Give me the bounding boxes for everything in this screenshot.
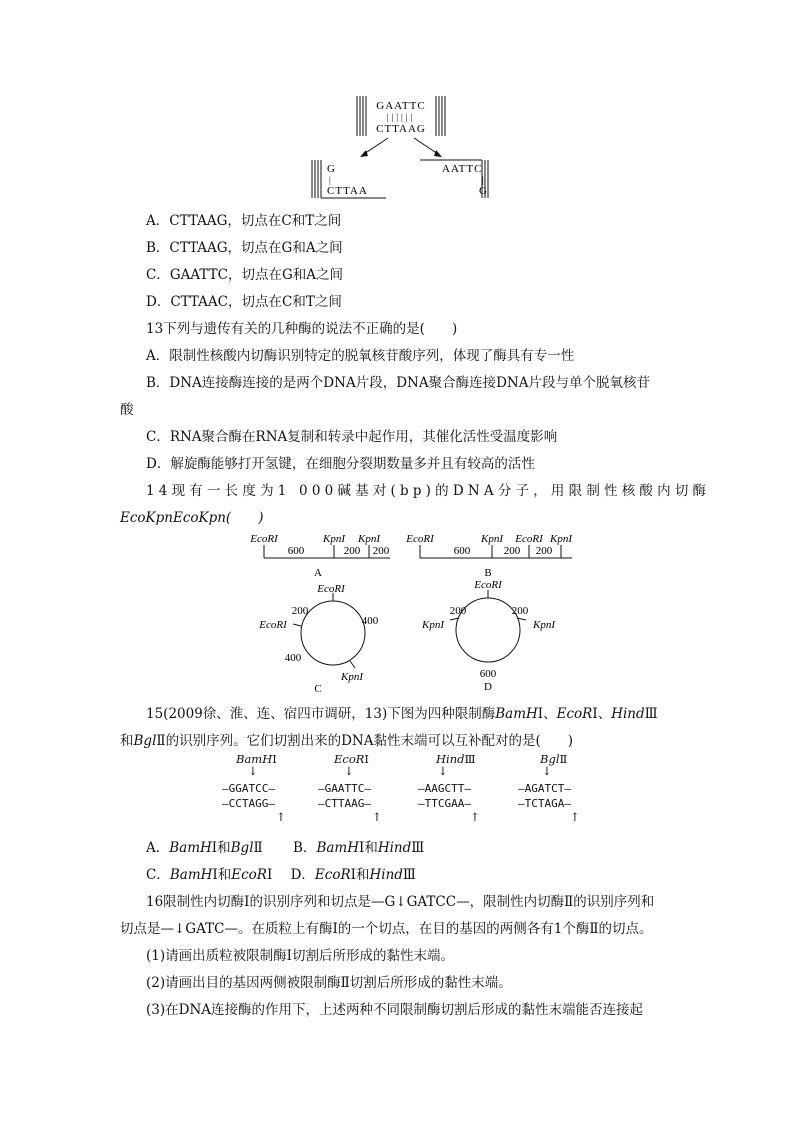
- q15-opt-d-e1: EcoR: [314, 867, 351, 883]
- base-pair-ticks: ||||||: [386, 112, 416, 122]
- q13-option-b-cont: 酸: [120, 402, 134, 418]
- q15-opt-c-r2: Ⅰ: [266, 867, 273, 883]
- enzyme-bamhi-top: —GGATCC—: [222, 782, 275, 795]
- q15-roman-1: Ⅰ: [537, 706, 544, 722]
- map-a-kpni-1: KpnI: [323, 533, 345, 545]
- q15-stem: [146, 702, 658, 722]
- map-a: [249, 533, 390, 579]
- map-c-ecori-top: EcoRI: [317, 583, 345, 595]
- right-fragment: [418, 160, 490, 198]
- map-d-caption: D: [484, 681, 492, 693]
- q15-opt-b-r1: Ⅰ和: [358, 840, 378, 856]
- q15-enzyme-2: EcoR: [556, 706, 593, 722]
- q15-sep-2: 、: [597, 706, 612, 722]
- q16-sub-2: (2)请画出目的基因两侧被限制酶Ⅱ切割后所形成的黏性末端。: [146, 975, 512, 991]
- top-strand-seq: GAATTC: [376, 100, 426, 112]
- up-arrow-icon: ↑: [276, 810, 286, 824]
- q15-opt-d-label: D．: [290, 867, 315, 883]
- q15-opt-b-label: B．: [293, 840, 317, 856]
- q15-opt-c-e2: EcoR: [231, 867, 267, 883]
- right-tick: |: [482, 175, 484, 185]
- q15-opt-b-r2: Ⅲ: [411, 840, 425, 856]
- map-a-600: 600: [287, 545, 305, 557]
- q16-stem-cont: 切点是—↓GATC—。在质粒上有酶Ⅰ的一个切点，在目的基因的两侧各有1个酶Ⅱ的切点。: [120, 921, 653, 937]
- q12-option-d: D．CTTAAC，切点在C和T之间: [146, 294, 342, 310]
- enzyme-ecori-bottom: —CTTAAG—: [318, 797, 371, 810]
- map-c-kpni: KpnI: [341, 671, 363, 683]
- map-b-200a: 200: [503, 545, 521, 557]
- map-a-caption: A: [314, 567, 322, 579]
- q15-options-ab: [146, 836, 424, 856]
- map-c-ecori-left: EcoRI: [259, 619, 287, 631]
- map-b: [405, 533, 573, 579]
- enzyme-bamhi-name: BamH: [236, 752, 273, 766]
- q15-opt-c-label: C．: [146, 867, 170, 883]
- right-bottom-base: G: [479, 185, 487, 197]
- q12-option-b: B．CTTAAG，切点在G和A之间: [146, 240, 343, 256]
- q15-opt-b-e2: Hind: [377, 840, 412, 856]
- q15-roman-3: Ⅲ: [644, 706, 658, 722]
- q15-opt-a-e1: BamH: [169, 840, 212, 856]
- map-d-600: 600: [479, 668, 497, 680]
- enzyme-hindiii-bottom: —TTCGAA—: [418, 797, 471, 810]
- q15-enzyme-4: Bgl: [133, 733, 157, 749]
- map-b-kpni-2: KpnI: [550, 533, 572, 545]
- q15-enzyme-1: BamH: [495, 706, 538, 722]
- map-d: [421, 579, 556, 693]
- q15-roman-2: Ⅰ: [592, 706, 598, 722]
- map-c: [258, 583, 378, 695]
- q15-opt-d-e2: Hind: [369, 867, 403, 883]
- q15-stem-rest: 的识别序列。它们切割出来的DNA黏性末端可以互补配对的是( ): [165, 733, 573, 749]
- q15-opt-a: [146, 840, 263, 856]
- map-a-200a: 200: [343, 545, 361, 557]
- q14-stem: 14现有一长度为1 000碱基对(bp)的DNA分子，用限制性核酸内切酶: [146, 483, 711, 499]
- down-arrow-icon: ↓: [542, 764, 552, 778]
- q15-opt-a-r2: Ⅱ: [253, 840, 263, 856]
- q15-opt-b: [293, 840, 424, 856]
- left-bottom-seq: CTTAA: [327, 185, 368, 197]
- enzyme-sequences-figure: [222, 752, 612, 832]
- q15-opt-a-e2: Bgl: [230, 840, 254, 856]
- q15-roman-4: Ⅱ: [156, 733, 166, 749]
- q15-opt-a-label: A．: [146, 840, 170, 856]
- q14-restriction-maps: [230, 528, 590, 696]
- up-arrow-icon: ↑: [570, 810, 580, 824]
- q15-options-cd: [146, 863, 416, 883]
- map-c-400-left: 400: [284, 652, 302, 664]
- down-arrow-icon: ↓: [248, 764, 258, 778]
- q12-option-a: A．CTTAAG，切点在C和T之间: [146, 213, 342, 229]
- q13-option-c: C．RNA聚合酶在RNA复制和转录中起作用，其催化活性受温度影响: [146, 429, 558, 445]
- enzyme-bamhi-roman: Ⅰ: [272, 752, 277, 766]
- q15-and: 和: [120, 733, 134, 749]
- enzyme-ecori-name: EcoR: [334, 752, 365, 766]
- down-arrow-icon: ↓: [438, 764, 448, 778]
- q15-opt-c-r1: Ⅰ和: [212, 867, 232, 883]
- down-arrow-icon: ↓: [344, 764, 354, 778]
- q15-stem-text: 15(2009徐、淮、连、宿四市调研，13)下图为四种限制酶: [146, 706, 496, 722]
- map-d-200-left: 200: [449, 605, 467, 617]
- enzyme-bglii-roman: Ⅱ: [559, 752, 568, 766]
- enzyme-hindiii-name: Hind: [436, 752, 465, 766]
- map-d-kpni-left: KpnI: [422, 619, 444, 631]
- enzyme-bglii-name: Bgl: [540, 752, 560, 766]
- q15-opt-b-e1: BamH: [316, 840, 359, 856]
- map-d-ecori: EcoRI: [474, 579, 502, 591]
- q14-stem-cont: EcoKpnEcoKpn( ): [120, 510, 264, 526]
- map-b-ecori-1: EcoRI: [406, 533, 434, 545]
- map-c-400-right: 400: [361, 615, 379, 627]
- map-b-caption: B: [484, 567, 492, 579]
- map-b-ecori-2: EcoRI: [515, 533, 543, 545]
- intact-dna-block: [357, 96, 445, 136]
- q15-opt-d-r2: Ⅲ: [402, 867, 416, 883]
- q13-option-d: D．解旋酶能够打开氢键，在细胞分裂期数量多并且有较高的活性: [146, 456, 535, 472]
- left-top-base: G: [327, 163, 335, 175]
- up-arrow-icon: ↑: [372, 810, 382, 824]
- q15-enzyme-3: Hind: [611, 706, 645, 722]
- q13-option-b: B．DNA连接酶连接的是两个DNA片段，DNA聚合酶连接DNA片段与单个脱氧核苷: [146, 375, 650, 391]
- map-c-caption: C: [314, 683, 322, 695]
- enzyme-ecori-roman: Ⅰ: [364, 752, 369, 766]
- q15-sep-1: 、: [543, 706, 557, 722]
- q12-option-c: C．GAATTC，切点在G和A之间: [146, 267, 343, 283]
- q16-sub-3: (3)在DNA连接酶的作用下，上述两种不同限制酶切割后形成的黏性末端能否连接起: [146, 1002, 644, 1018]
- q13-option-a: A．限制性核酸内切酶识别特定的脱氧核苷酸序列，体现了酶具有专一性: [146, 348, 575, 364]
- map-d-200-right: 200: [511, 605, 529, 617]
- q15-opt-d-r1: Ⅰ和: [350, 867, 370, 883]
- left-tick: |: [329, 175, 331, 185]
- enzyme-ecori-top: —GAATTC—: [318, 782, 371, 795]
- q16-sub-1: (1)请画出质粒被限制酶Ⅰ切割后所形成的黏性末端。: [146, 948, 454, 964]
- left-fragment: [312, 160, 386, 198]
- q15-opt-a-r1: Ⅰ和: [211, 840, 231, 856]
- q15-opt-c: [146, 867, 272, 883]
- map-a-ecori: EcoRI: [250, 533, 278, 545]
- enzyme-bglii-top: —AGATCT—: [518, 782, 571, 795]
- map-c-200: 200: [291, 605, 309, 617]
- q16-stem: 16限制性内切酶Ⅰ的识别序列和切点是—G↓GATCC—，限制性内切酶Ⅱ的识别序列和: [146, 894, 655, 910]
- map-a-kpni-2: KpnI: [358, 533, 380, 545]
- q15-stem-cont: [120, 729, 573, 749]
- bottom-strand-seq: CTTAAG: [376, 123, 426, 135]
- q13-stem: 13下列与遗传有关的几种酶的说法不正确的是( ): [146, 321, 458, 337]
- enzyme-hindiii-roman: Ⅲ: [464, 752, 476, 766]
- right-top-seq: AATTC: [442, 163, 483, 175]
- map-b-kpni-1: KpnI: [481, 533, 503, 545]
- map-b-600: 600: [453, 545, 471, 557]
- q15-opt-d: [291, 867, 416, 883]
- up-arrow-icon: ↑: [470, 810, 480, 824]
- ecori-cut-figure: [300, 90, 490, 205]
- enzyme-hindiii-top: —AAGCTT—: [418, 782, 471, 795]
- enzyme-bamhi-bottom: —CCTAGG—: [222, 797, 275, 810]
- map-b-200b: 200: [535, 545, 553, 557]
- enzyme-bglii-bottom: —TCTAGA—: [518, 797, 571, 810]
- q15-opt-c-e1: BamH: [169, 867, 213, 883]
- map-d-kpni-right: KpnI: [533, 619, 555, 631]
- map-a-200b: 200: [372, 545, 390, 557]
